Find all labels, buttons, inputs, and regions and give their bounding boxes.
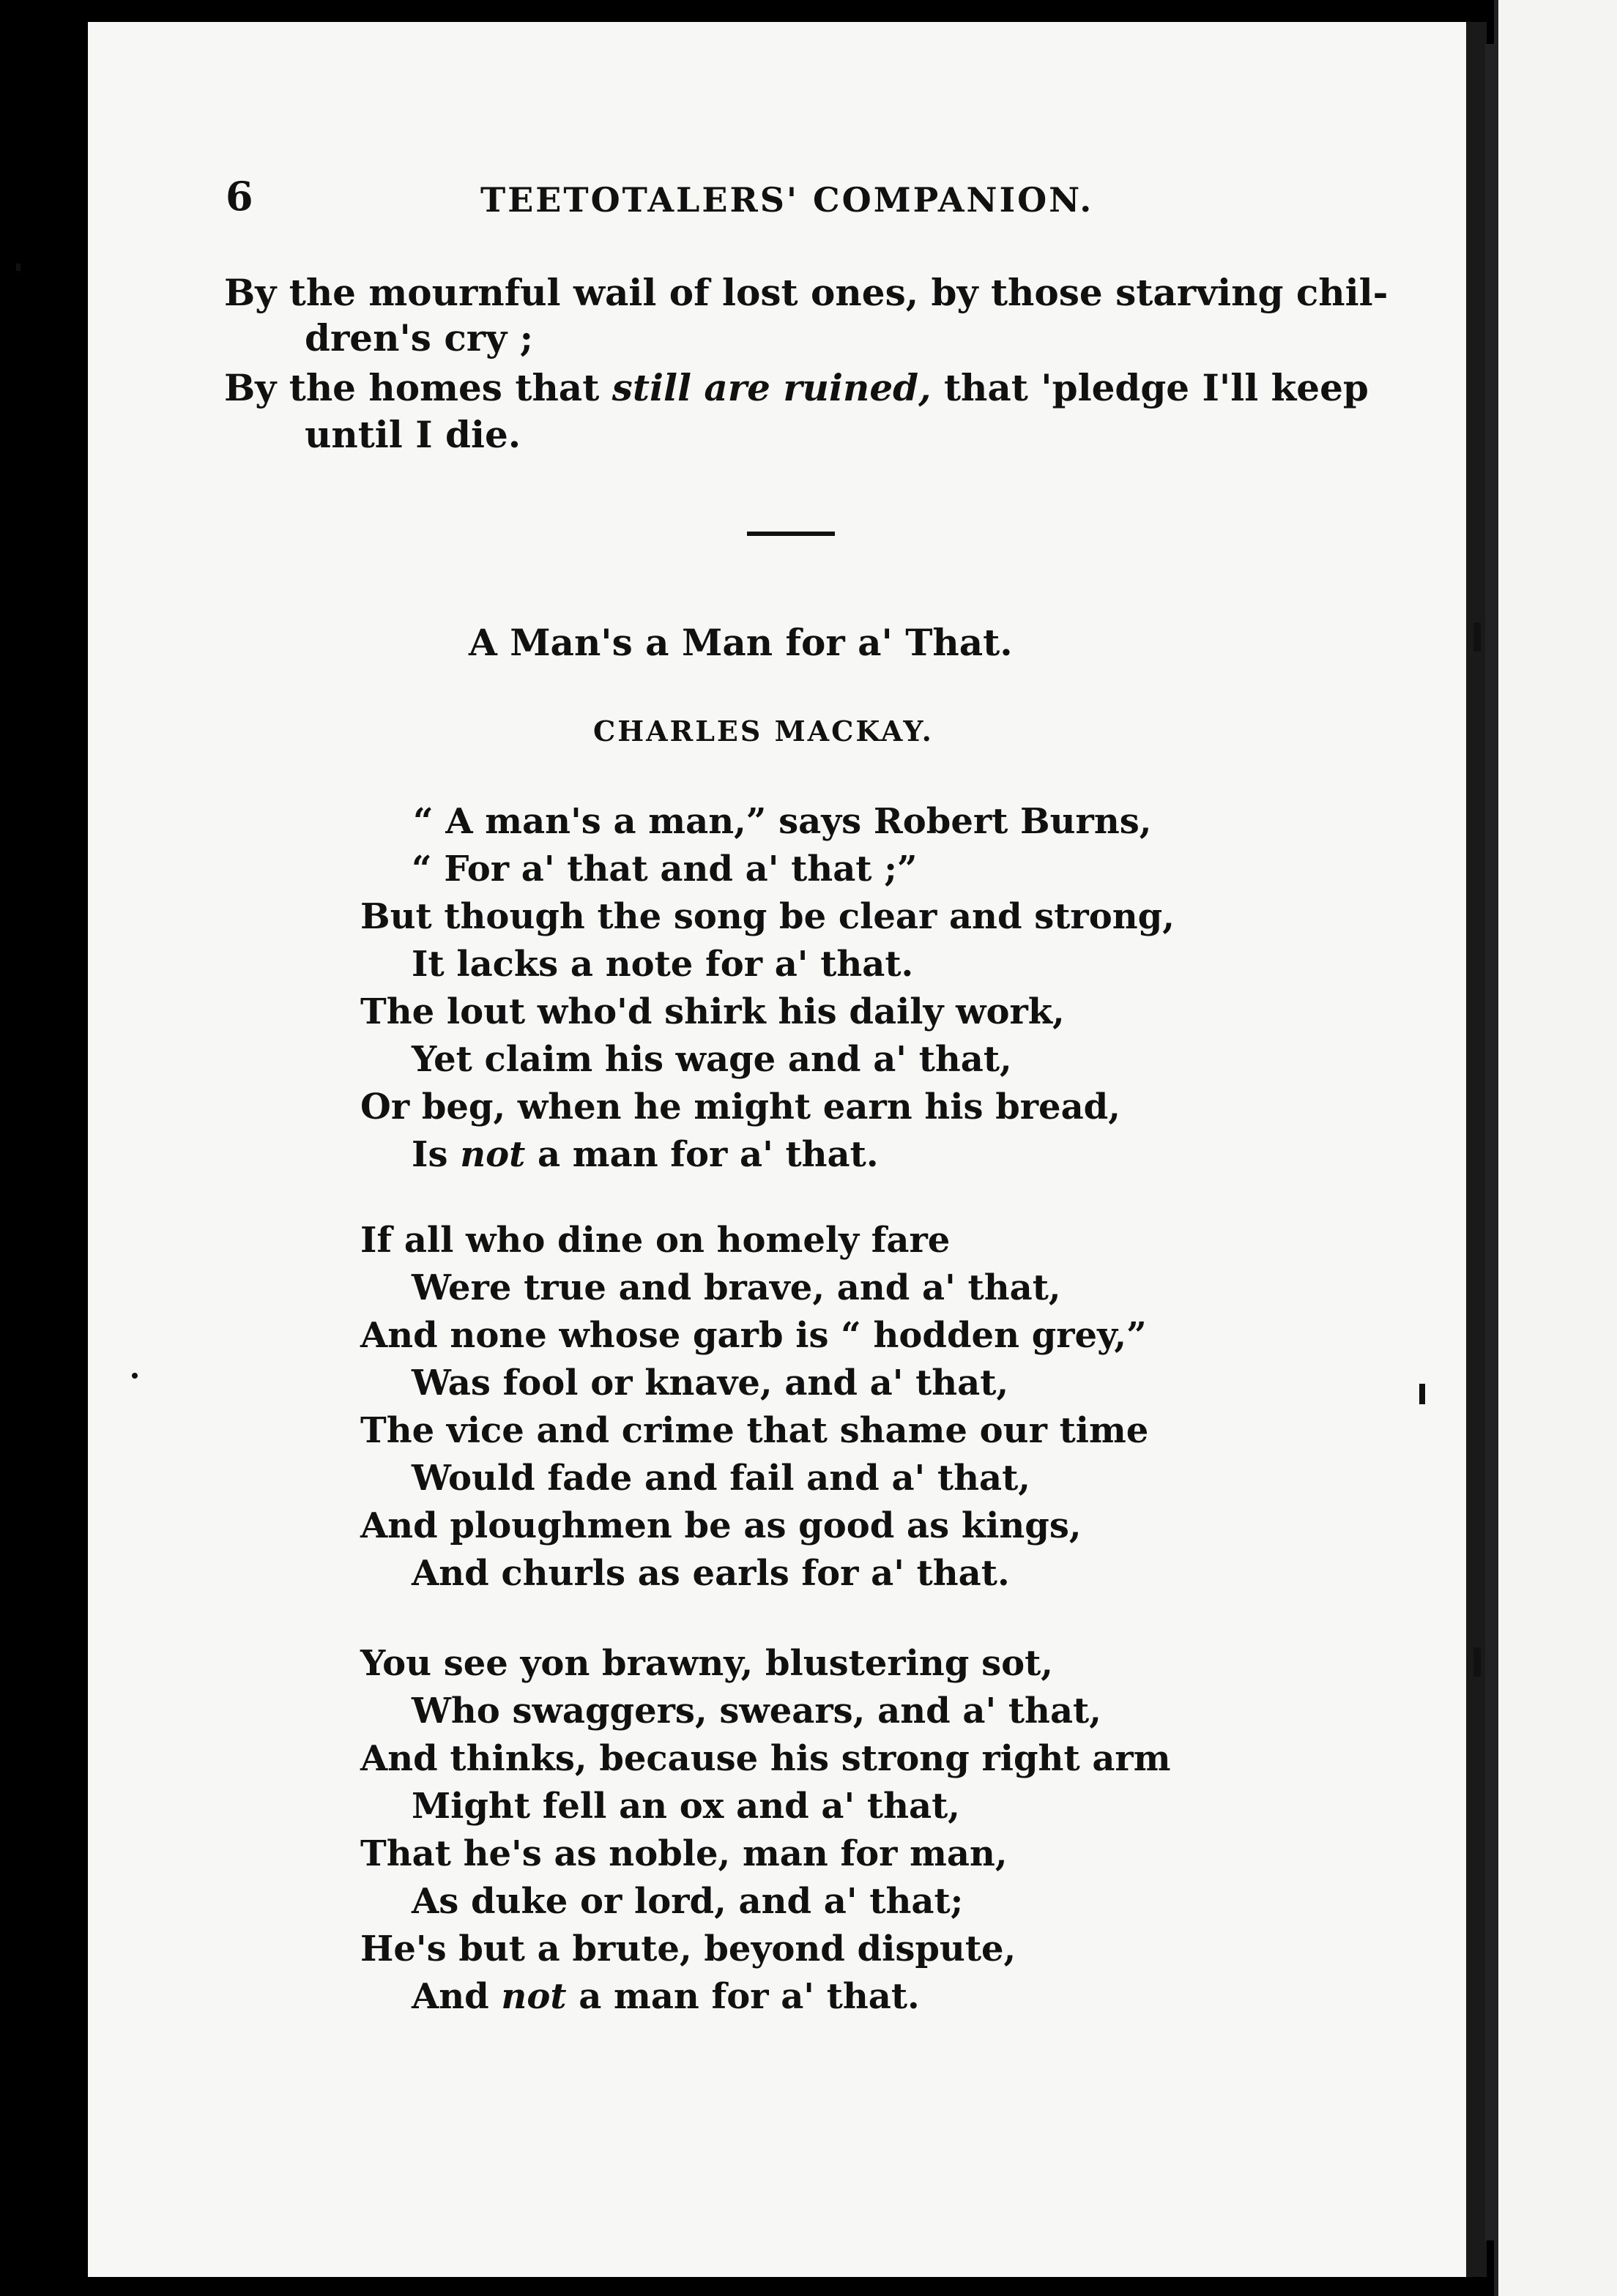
scan-speck (132, 1373, 138, 1379)
poem-line: If all who dine on homely fare (360, 1220, 951, 1261)
poem-line: And none whose garb is “ hodden grey,” (360, 1315, 1147, 1356)
binding-mark (1485, 44, 1494, 2240)
poem-line: Was fool or knave, and a' that, (412, 1363, 1009, 1404)
poem-line: Or beg, when he might earn his bread, (360, 1086, 1120, 1128)
poem-author: CHARLES MACKAY. (593, 715, 934, 748)
poem-line: And churls as earls for a' that. (412, 1553, 1010, 1594)
poem-line: But though the song be clear and strong, (360, 896, 1175, 937)
poem-line: Were true and brave, and a' that, (412, 1267, 1061, 1308)
poem-title: A Man's a Man for a' That. (469, 621, 1013, 664)
poem-line: He's but a brute, beyond dispute, (360, 1928, 1016, 1969)
stanza-3 (360, 1640, 1171, 2021)
poem-line: Is not a man for a' that. (412, 1134, 879, 1175)
poem-line: Would fade and fail and a' that, (412, 1458, 1031, 1499)
poem-line: You see yon brawny, blustering sot, (360, 1643, 1053, 1684)
prev-poem-line: until I die. (305, 413, 521, 456)
poem-line: Might fell an ox and a' that, (412, 1786, 960, 1827)
prev-poem-line: By the homes that still are ruined, that 'pledge I'll keep (224, 366, 1369, 409)
prev-poem-line: dren's cry ; (305, 316, 534, 359)
page-number: 6 (226, 173, 253, 220)
stanza-1 (360, 798, 1175, 1179)
poem-line: “ For a' that and a' that ;” (412, 849, 918, 890)
poem-line: It lacks a note for a' that. (412, 944, 914, 985)
scan-speck (16, 264, 21, 271)
poem-line: And ploughmen be as good as kings, (360, 1505, 1082, 1546)
section-divider (747, 532, 835, 536)
scan-speck (1419, 1384, 1425, 1404)
scan-speck (1473, 622, 1481, 652)
running-title: TEETOTALERS' COMPANION. (480, 180, 1094, 220)
scan-speck (1473, 1647, 1481, 1677)
poem-line: The lout who'd shirk his daily work, (360, 991, 1065, 1032)
poem-line: “ A man's a man,” says Robert Burns, (413, 801, 1152, 842)
stanza-2 (360, 1217, 1148, 1598)
prev-poem-line: By the mournful wail of lost ones, by those starving chil- (224, 271, 1389, 314)
poem-line: The vice and crime that shame our time (360, 1410, 1149, 1451)
poem-line: As duke or lord, and a' that; (412, 1881, 964, 1922)
poem-line: That he's as noble, man for man, (360, 1833, 1008, 1874)
poem-line: And thinks, because his strong right arm (360, 1738, 1171, 1779)
next-page-edge (1494, 0, 1617, 2296)
poem-line: Who swaggers, swears, and a' that, (412, 1691, 1101, 1732)
poem-line: And not a man for a' that. (412, 1976, 920, 2017)
poem-line: Yet claim his wage and a' that, (412, 1039, 1012, 1080)
